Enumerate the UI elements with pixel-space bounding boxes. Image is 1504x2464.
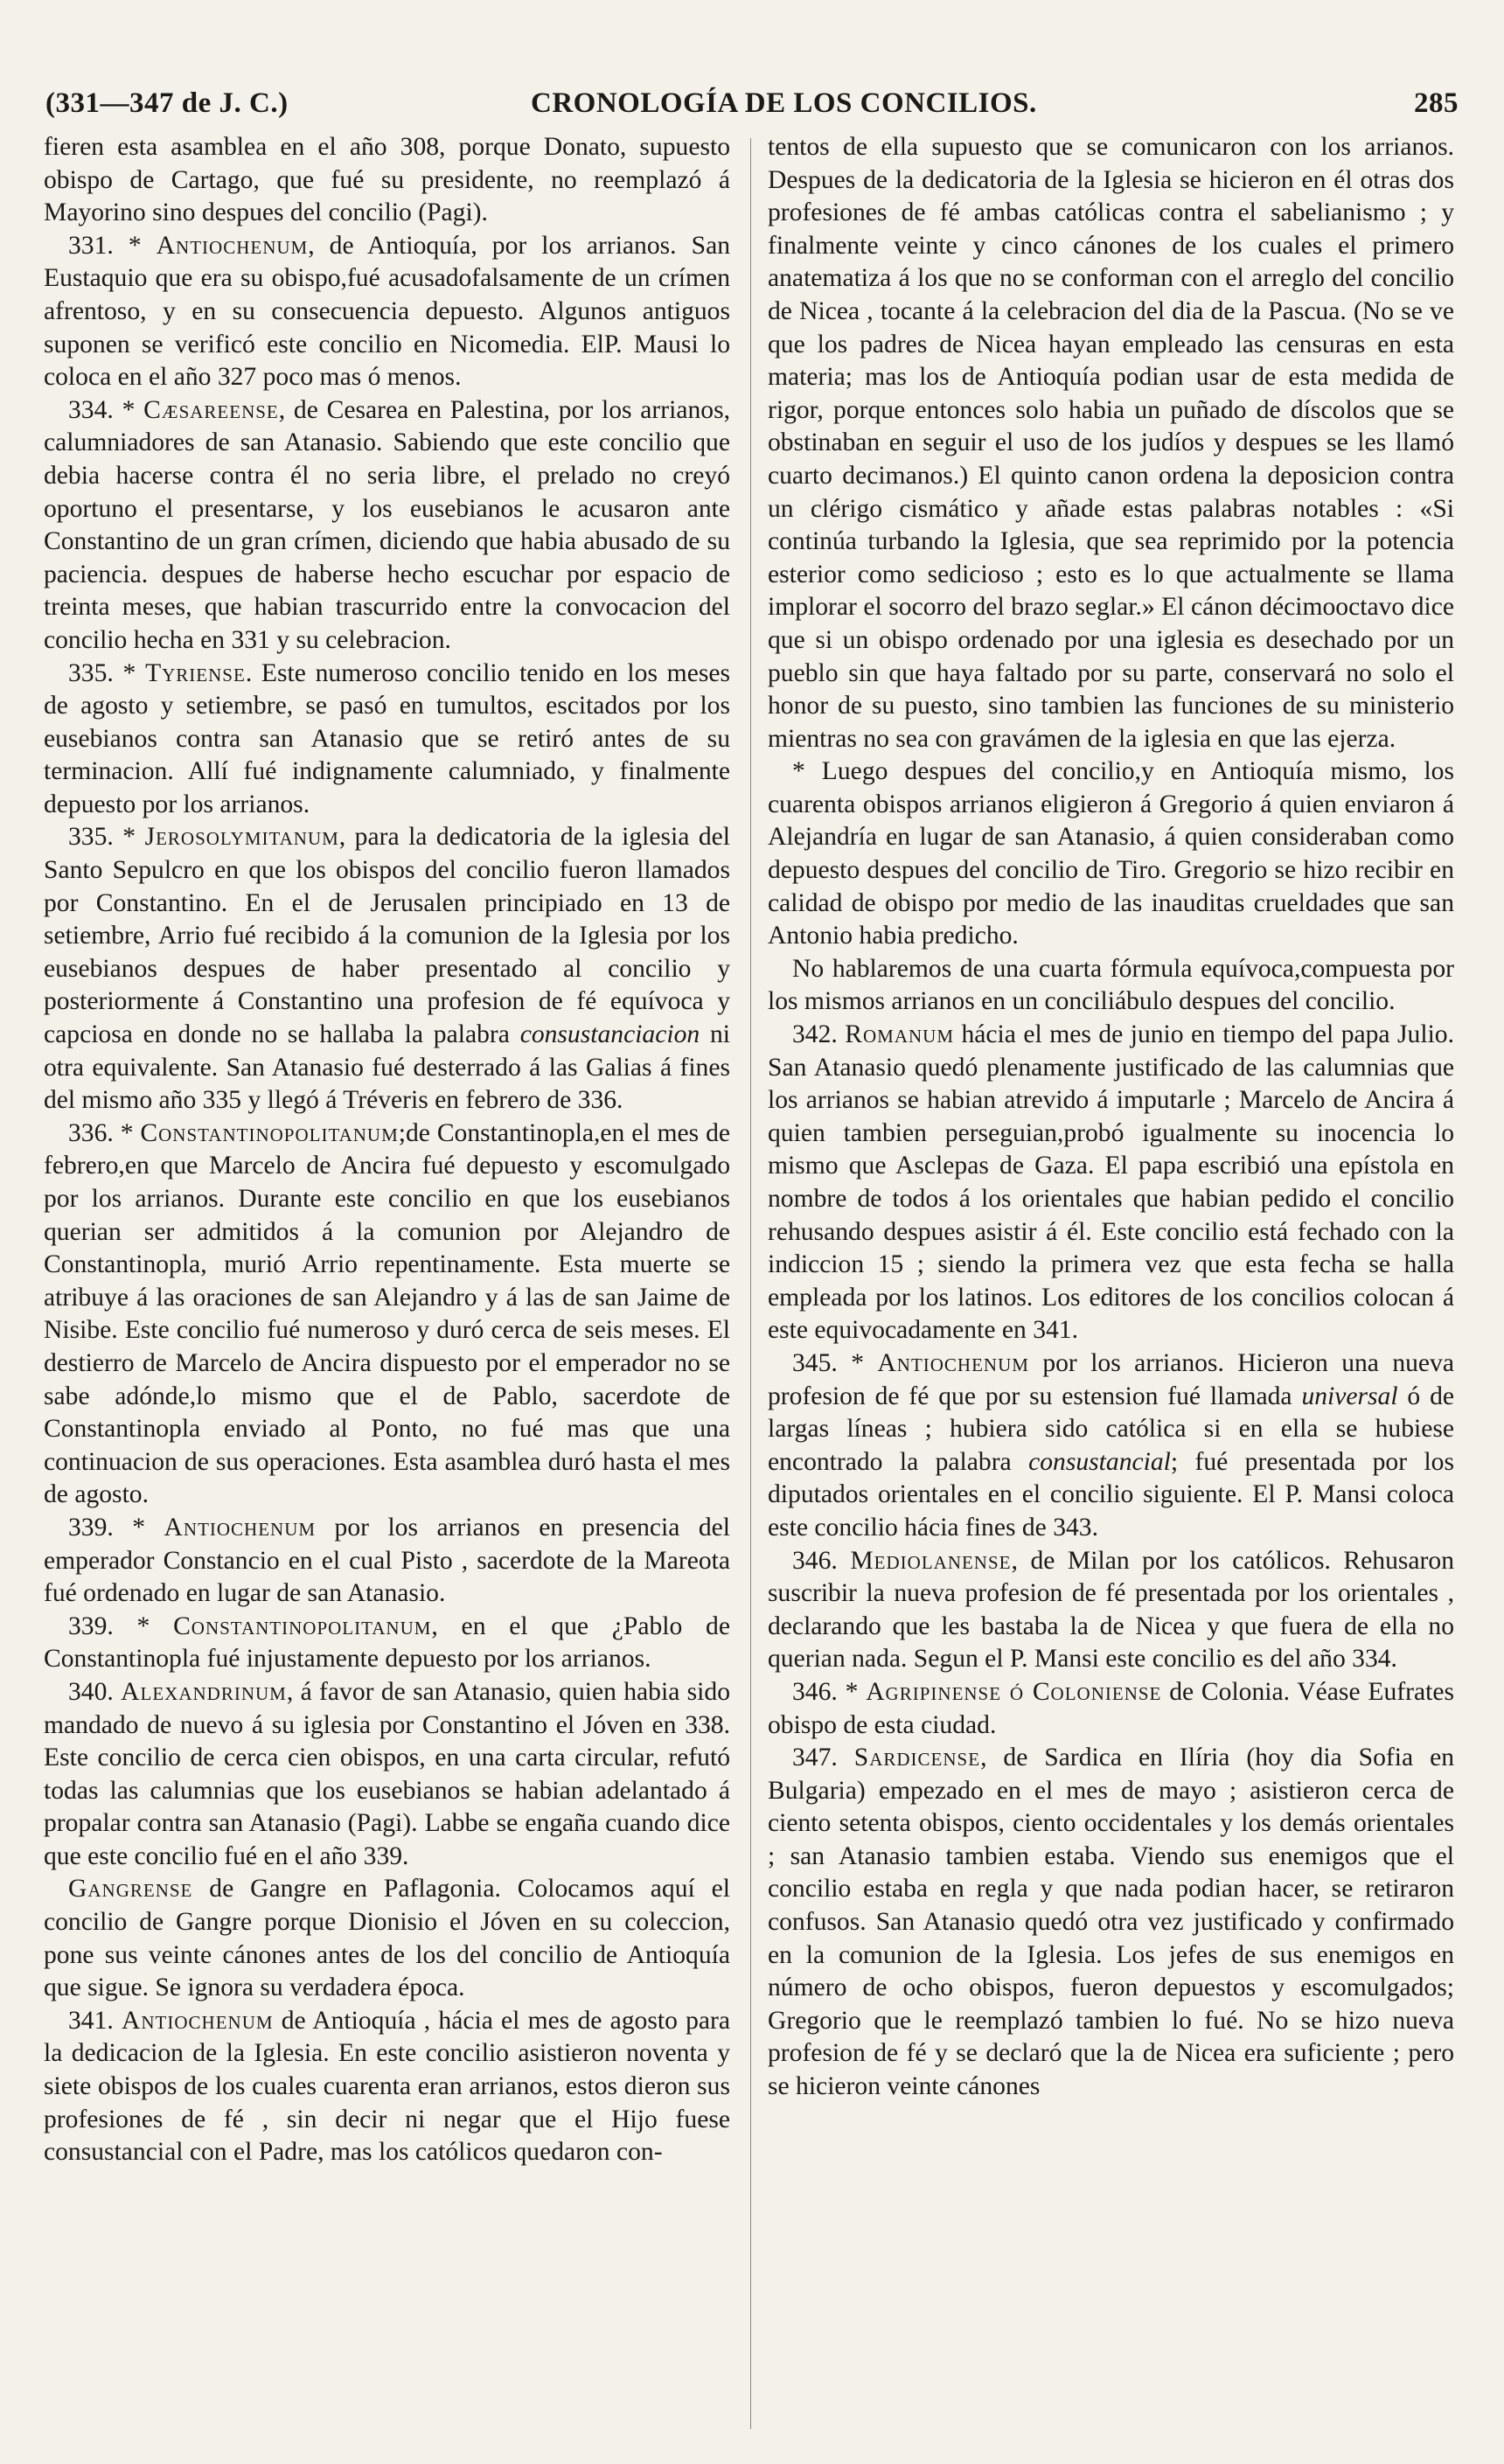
entry-number: 339. xyxy=(68,1611,114,1640)
council-name: Agripinense ó Coloniense xyxy=(866,1677,1162,1706)
council-entry xyxy=(768,1019,1454,1347)
right-column xyxy=(768,131,1454,2104)
council-entry xyxy=(768,1347,1454,1545)
council-name: Antiochenum xyxy=(122,2006,274,2035)
entry-text: ; fué presentada por los diputados orientales en el concilio siguiente. El P. Mansi coloca este concilio hácia fines de 343. xyxy=(768,1447,1454,1542)
entry-text: , en el que ¿Pablo de Constantinopla fué injustamente depuesto por los arrianos. xyxy=(44,1611,730,1674)
entry-number: 345. xyxy=(792,1348,838,1377)
entry-text: * Luego despues del concilio,y en Antioquía mismo, los cuarenta obispos arrianos eligieron á Gregorio á quien enviaron á Alejandría en lugar de san Atanasio, á quien consideraban como depuesto despues del concilio de Tiro. Gregorio se hizo recibir en calidad de obispo por medio de las inauditas crueldades que san Antonio habia predicho. xyxy=(768,757,1454,950)
entry-number: 335. xyxy=(68,658,114,687)
entry-text: No hablaremos de una cuarta fórmula equívoca,compuesta por los mismos arrianos en un conciliábulo despues del concilio. xyxy=(768,954,1454,1016)
council-entry xyxy=(44,1873,730,2004)
entry-text: , de Milan por los católicos. Rehusaron suscribir la nueva profesion de fé presentada por los orientales , declarando que les bastaba la de Nicea y que fuera de ella no querian nada. Segun el P. Mansi este concilio es del año 334. xyxy=(768,1546,1454,1674)
entry-text: ni otra equivalente. San Atanasio fué desterrado á las Galias á fines del mismo año 335 y llegó á Tréveris en febrero de 336. xyxy=(44,1020,730,1115)
council-entry xyxy=(768,1545,1454,1676)
header-title: CRONOLOGÍA DE LOS CONCILIOS. xyxy=(531,87,1037,119)
left-column xyxy=(44,131,730,2169)
entry-text: , para la dedicatoria de la iglesia del Santo Sepulcro en que los obispos del concilio fueron llamados por Constantino. En el de Jerusalen principiado en 13 de setiembre, Arrio fué recibido á la comunion de la Iglesia por los eusebianos despues de haber presentado al concilio y posteriormente á Constantino una profesion de fé equívoca y capciosa en donde no se hallaba la palabra xyxy=(44,823,730,1049)
entry-number: 347. xyxy=(792,1744,838,1772)
council-name: Alexandrinum xyxy=(121,1677,287,1706)
entry-number: 334. xyxy=(68,395,114,424)
council-entry xyxy=(768,1676,1454,1742)
entry-mark: * xyxy=(122,658,136,687)
entry-mark: * xyxy=(851,1348,864,1377)
paragraph xyxy=(44,131,730,230)
council-entry xyxy=(44,1676,730,1874)
entry-number: 339. xyxy=(68,1513,114,1542)
council-name: Constantinopolitanum xyxy=(173,1611,432,1640)
italic-term: universal xyxy=(1301,1382,1398,1410)
entry-mark: * xyxy=(122,395,136,424)
paragraph xyxy=(768,131,1454,755)
entry-text: ;de Constantinopla,en el mes de febrero,en que Marcelo de Ancira fué depuesto y escomulgado por los arrianos. Durante este concilio en que los eusebianos querian ser admitidos á la comunion por Alejandro de Constantinopla, murió Arrio repentinamente. Esta muerte se atribuye á las oraciones de san Alejandro y á las de san Jaime de Nisibe. Este concilio fué numeroso y duró cerca de seis meses. El destierro de Marcelo de Ancira dispuesto por el emperador no se sabe adónde,lo mismo que el de Pablo, sacerdote de Constantinopla enviado al Ponto, no fué mas que una continuacion de sus operaciones. Esta asamblea duró hasta el mes de agosto. xyxy=(44,1118,730,1509)
header-date-range: (331—347 de J. C.) xyxy=(45,87,289,119)
italic-term: consustanciacion xyxy=(519,1020,700,1049)
council-entry xyxy=(44,1117,730,1512)
entry-text: hácia el mes de junio en tiempo del papa Julio. San Atanasio quedó plenamente justificado de las calumnias que los arrianos se habian atrevido á imputarle ; Marcelo de Ancira á quien tambien perseguian,probó igualmente su inocencia lo mismo que Asclepas de Gaza. El papa escribió una epístola en nombre de todos á los orientales que habian pedido el concilio rehusando despues asistir á él. Este concilio está fechado con la indiccion 15 ; siendo la primera vez que esta fecha se halla empleada por los latinos. Los editores de los concilios colocan á este equivocadamente en 341. xyxy=(768,1020,1454,1345)
entry-mark: * xyxy=(128,231,142,260)
entry-number: 341. xyxy=(68,2006,114,2035)
entry-text: ó de largas líneas ; hubiera sido católica si en ella se hubiese encontrado la palabra xyxy=(768,1382,1455,1476)
council-entry xyxy=(44,1512,730,1611)
entry-text: fieren esta asamblea en el año 308, porque Donato, supuesto obispo de Cartago, que fué su presidente, no reemplazó á Mayorino sino despues del concilio (Pagi). xyxy=(44,133,730,227)
council-name: Tyriense xyxy=(145,658,246,687)
council-entry xyxy=(44,2005,730,2169)
council-name: Sardicense xyxy=(853,1744,981,1772)
council-name: Antiochenum xyxy=(164,1513,317,1542)
entry-number: 336. xyxy=(68,1118,114,1147)
entry-number: 340. xyxy=(68,1677,114,1706)
page-header xyxy=(45,87,1459,136)
council-entry xyxy=(44,821,730,1117)
entry-text: , de Sardica en Ilíria (hoy dia Sofia en Bulgaria) empezado en el mes de mayo ; asistieron cerca de ciento setenta obispos, ciento occidentales y los demás orientales ; san Atanasio tambien estaba. Viendo sus enemigos que el concilio estaba en regla y que nada podian hacer, se retiraron confusos. San Atanasio quedó otra vez justificado y confirmado en la comunion de la Iglesia. Los jefes de sus enemigos en número de ocho obispos, fueron depuestos y escomulgados; Gregorio que le reemplazó tambien lo fué. No se hizo nueva profesion de fé y se declaró que la de Nicea era suficiente ; pero se hicieron veinte cánones xyxy=(768,1744,1455,2101)
council-entry xyxy=(44,1611,730,1676)
entry-mark: * xyxy=(120,1118,134,1147)
council-name: Cæsareense xyxy=(143,395,279,424)
entry-number: 346. xyxy=(792,1677,838,1706)
entry-mark: * xyxy=(136,1611,150,1640)
italic-term: consustancial xyxy=(1028,1447,1171,1476)
council-name: Jerosolymitanum xyxy=(144,823,339,852)
entry-text: de Antioquía , hácia el mes de agosto para la dedicacion de la Iglesia. En este concilio asistieron noventa y siete obispos de los cuales cuarenta eran arrianos, estos dieron sus profesiones de fé , sin decir ni negar que el Hijo fuese consustancial con el Padre, mas los católicos quedaron con- xyxy=(44,2006,730,2167)
council-name: Antiochenum xyxy=(877,1348,1029,1377)
entry-text: por los arrianos en presencia del emperador Constancio en el cual Pisto , sacerdote de la Mareota fué ordenado en lugar de san Atanasio. xyxy=(44,1513,730,1608)
entry-text: tentos de ella supuesto que se comunicaron con los arrianos. Despues de la dedicatoria de la Iglesia se hicieron en él otras dos profesiones de fé ambas católicas contra el sabelianismo ; y finalmente veinte y cinco cánones de los cuales el primero anatematiza á los que no se conforman con el arreglo del concilio de Nicea , tocante á la celebracion del dia de la Pascua. (No se ve que los padres de Nicea hayan empleado las censuras en esta materia; mas los de Antioquía podian usar de esta medida de rigor, porque entonces solo habia un puñado de díscolos que se obstinaban en seguir el uso de los judíos y despues se les llamó cuarto decimanos.) El quinto canon ordena la deposicion contra un clérigo cismático y añade estas palabras notables : «Si continúa turbando la Iglesia, que sea reprimido por la potencia esterior como sedicioso ; esto es lo que actualmente se llama implorar el socorro del brazo seglar.» El cánon décimooctavo dice que si un obispo ordenado por una iglesia es desechado por un pueblo sin que haya faltado por su parte, conservará no solo el honor de su puesto, sino tambien las funciones de su ministerio mientras no sea con gravámen de la iglesia en que las ejerza. xyxy=(768,133,1454,753)
council-name: Mediolanense xyxy=(850,1546,1012,1575)
entry-text: . Este numeroso concilio tenido en los meses de agosto y setiembre, se pasó en tumultos, escitados por los eusebianos contra san Atanasio que se retiró antes de su terminacion. Allí fué indignamente calumniado, y finalmente depuesto por los arrianos. xyxy=(44,658,730,818)
entry-mark: * xyxy=(122,823,136,852)
council-entry xyxy=(44,658,730,822)
page-number: 285 xyxy=(1414,87,1459,119)
entry-text: de Gangre en Paflagonia. Colocamos aquí el concilio de Gangre porque Dionisio el Jóven en su coleccion, pone sus veinte cánones antes de los del concilio de Antioquía que sigue. Se ignora su verdadera época. xyxy=(44,1875,730,2002)
council-entry xyxy=(44,230,730,394)
paragraph xyxy=(768,953,1454,1019)
entry-number: 331. xyxy=(68,231,114,260)
entry-text: por los arrianos. Hicieron una nueva profesion de fé que por su estension fué llamada xyxy=(768,1348,1454,1410)
entry-number: 342. xyxy=(792,1020,838,1049)
entry-mark: * xyxy=(845,1677,859,1706)
entry-number: 335. xyxy=(68,823,114,852)
entry-text: , de Cesarea en Palestina, por los arrianos, calumniadores de san Atanasio. Sabiendo que este concilio que debia hacerse contra él no seria libre, el prelado no creyó oportuno el presentarse, y los eusebianos le acusaron ante Constantino de un gran crímen, diciendo que habia abusado de su paciencia. despues de haberse hecho escuchar por espacio de treinta meses, que habian trascurrido entre la convocacion del concilio hecha en 331 y su celebracion. xyxy=(44,395,731,654)
council-entry xyxy=(44,394,730,658)
entry-mark: * xyxy=(132,1513,146,1542)
entry-number: 346. xyxy=(792,1546,838,1575)
entry-text: , de Antioquía, por los arrianos. San Eustaquio que era su obispo,fué acusadofalsamente de un crímen afrentoso, y en su consecuencia depuesto. Algunos antiguos suponen se verificó este concilio en Nicomedia. ElP. Mausi lo coloca en el año 327 poco mas ó menos. xyxy=(44,231,730,392)
paragraph xyxy=(768,755,1454,953)
entry-text: , á favor de san Atanasio, quien habia sido mandado de nuevo á su iglesia por Constantino el Jóven en 338. Este concilio de cerca cien obispos, en una carta circular, refutó todas las calumnias que los eusebianos se habian adelantado á propalar contra san Atanasio (Pagi). Labbe se engaña cuando dice que este concilio fué en el año 339. xyxy=(44,1677,730,1870)
column-divider xyxy=(750,138,751,2429)
council-name: Constantinopolitanum xyxy=(140,1118,399,1147)
entry-text: de Colonia. Véase Eufrates obispo de esta ciudad. xyxy=(768,1677,1454,1739)
council-entry xyxy=(768,1742,1454,2104)
council-name: Gangrense xyxy=(68,1875,193,1904)
council-name: Antiochenum xyxy=(156,231,309,260)
council-name: Romanum xyxy=(845,1020,955,1049)
